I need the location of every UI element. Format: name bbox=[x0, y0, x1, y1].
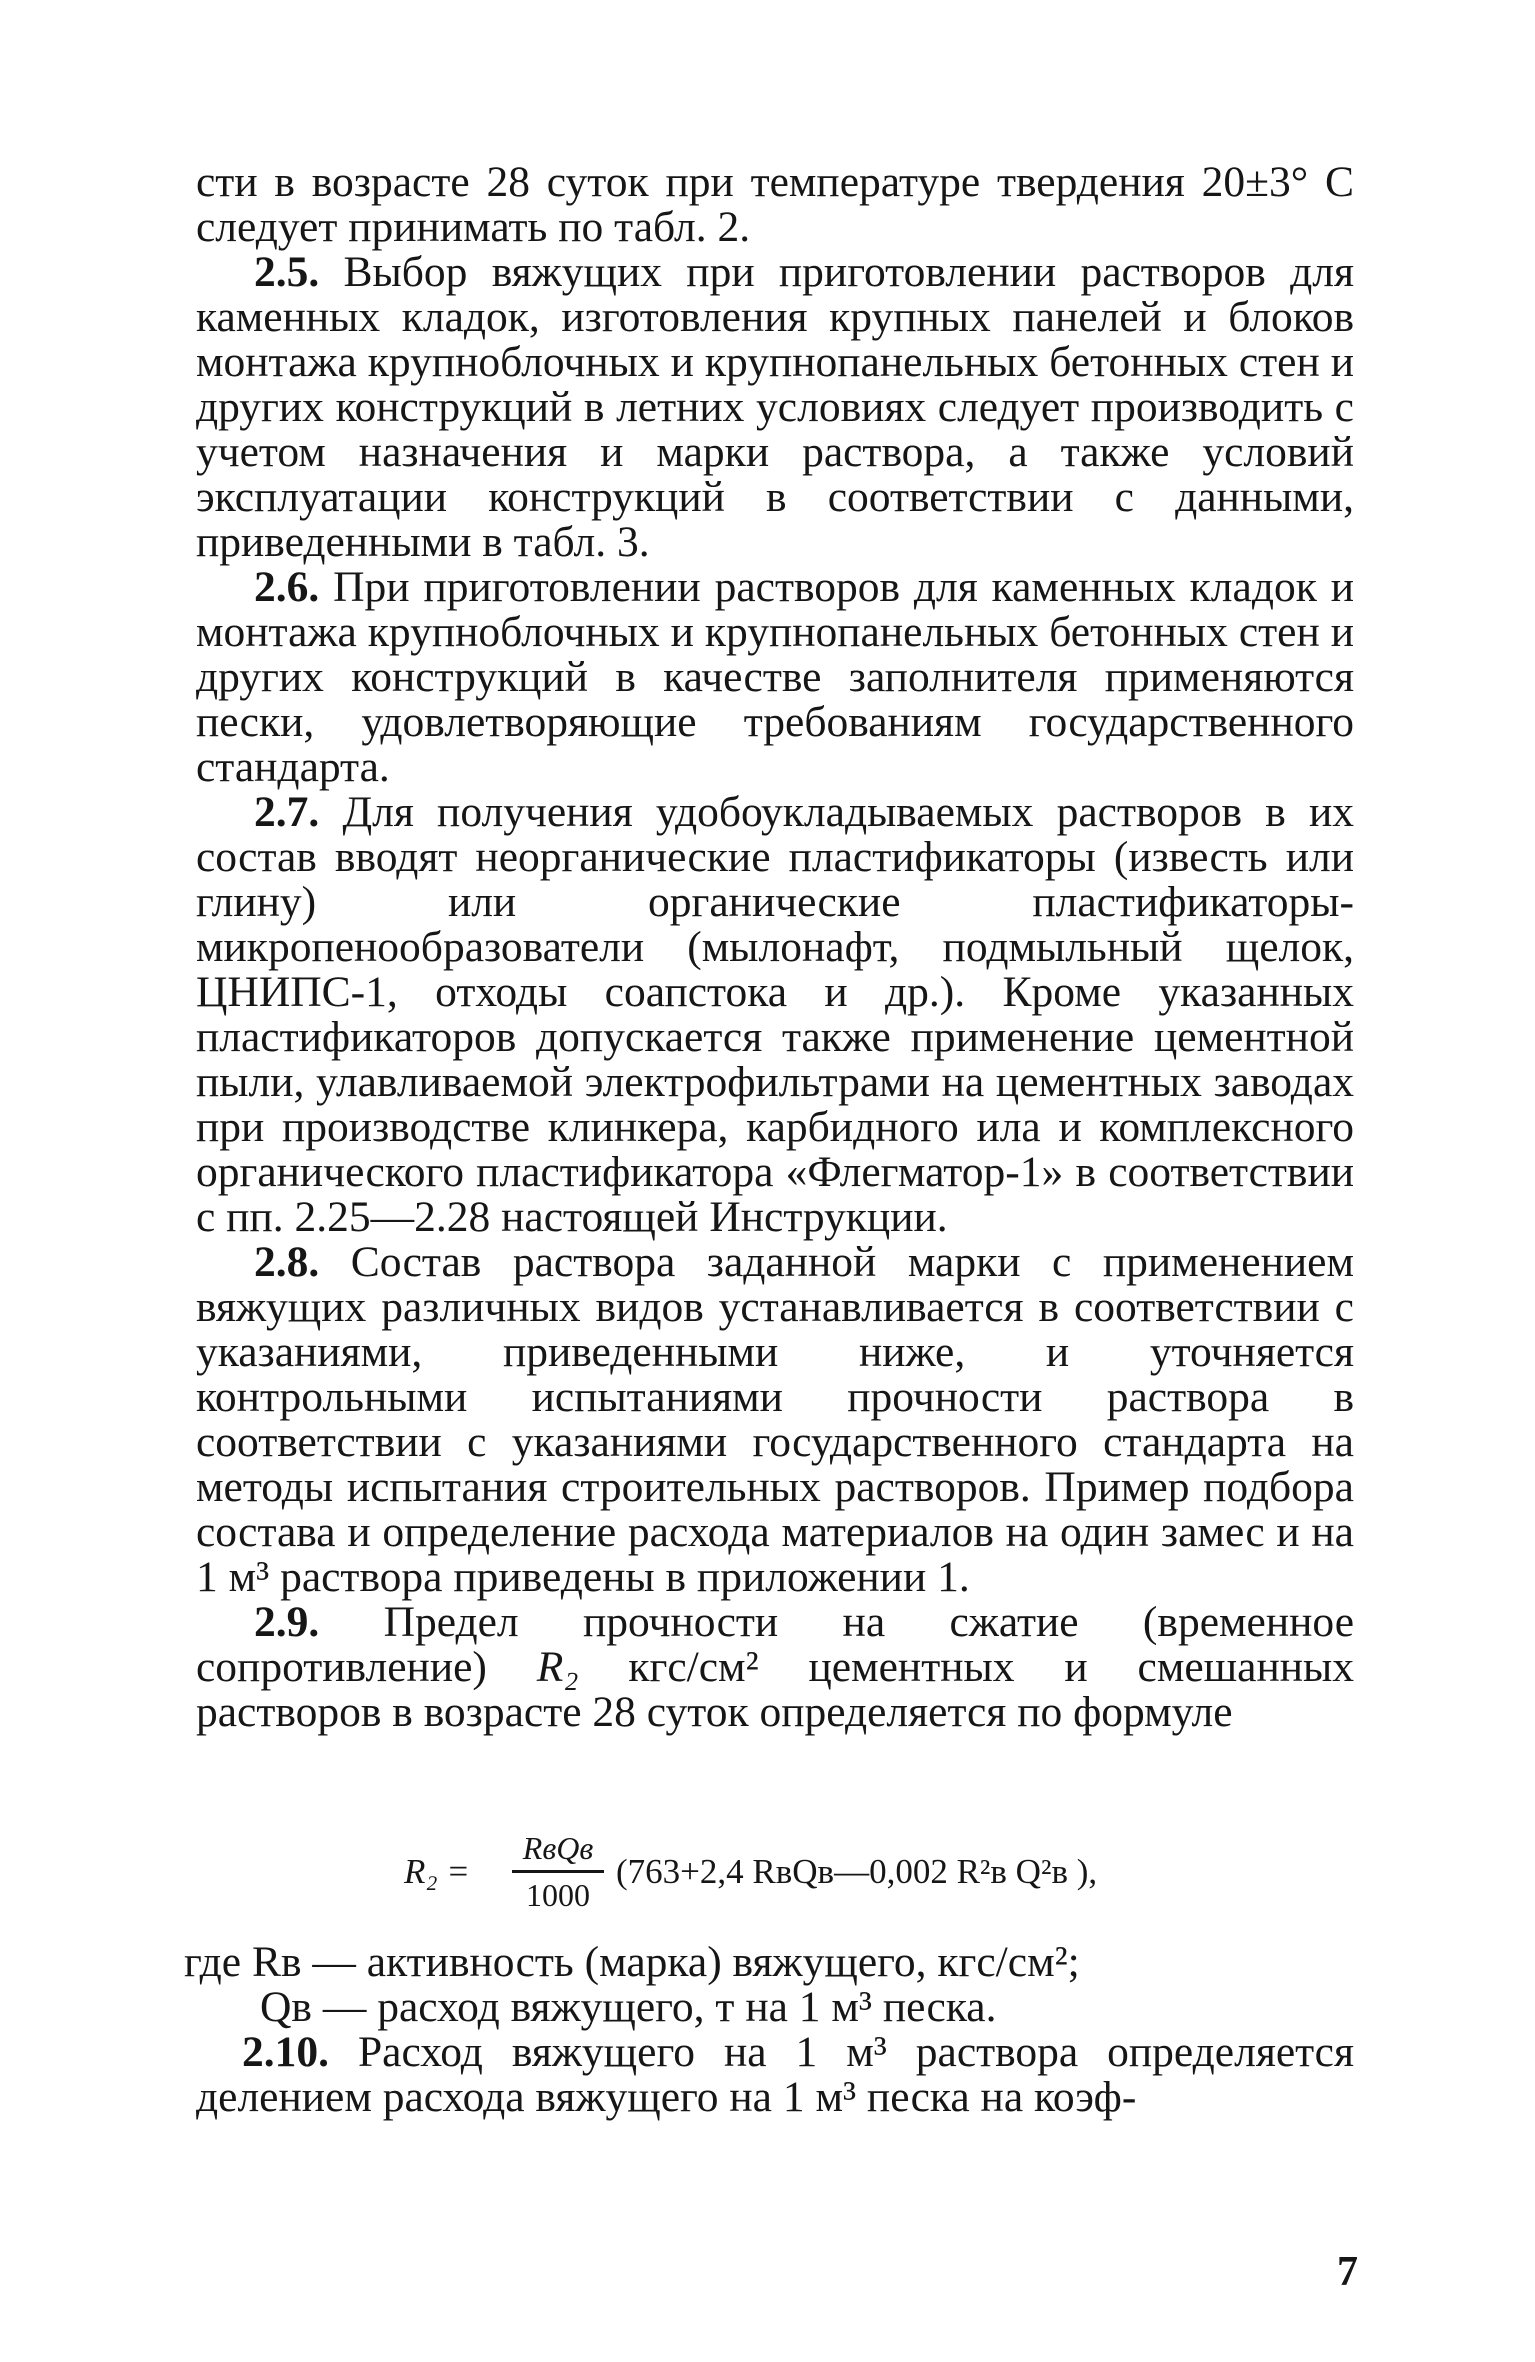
paragraph-2-7 bbox=[196, 790, 1354, 1240]
paragraph-2-5 bbox=[196, 250, 1354, 565]
paragraph-2-8 bbox=[196, 1240, 1354, 1600]
formula-definitions bbox=[184, 1940, 1354, 2030]
body-text-continued bbox=[196, 2030, 1354, 2120]
paragraph-text: Состав раствора заданной марки с применением вяжущих различных видов устанавливается в соответствии с указаниями, приведенными ниже, и уточняется контрольными испытаниями прочности раствора в соответствии с указаниями государственного стандарта на методы испытания строительных растворов. Пример подбора состава и определение расхода материалов на один замес и на 1 м³ раствора приведены в приложении 1. bbox=[196, 1238, 1354, 1601]
paragraph-2-6 bbox=[196, 565, 1354, 790]
paragraph-text: Предел прочности на сжатие (временное сопротивление) bbox=[196, 1598, 1354, 1691]
paragraph-number: 2.6. bbox=[254, 563, 320, 611]
body-text bbox=[196, 160, 1354, 1735]
paragraph-text: Для получения удобоукладываемых растворов в их состав вводят неорганические пластификаторы (известь или глину) или органические пластификаторы-микропенообразователи (мылонафт, подмыльный щелок, ЦНИПС-1, отходы соапстока и др.). Кроме указанных пластификаторов допускается также применение цементной пыли, улавливаемой электрофильтрами на цементных заводах при производстве клинкера, карбидного ила и комплексного органического пластификатора «Флегматор-1» в соответствии с пп. 2.25—2.28 настоящей Инструкции. bbox=[196, 788, 1354, 1241]
formula-lhs: R₂ = bbox=[404, 1852, 470, 1891]
paragraph-continuation bbox=[196, 160, 1354, 250]
paragraph-2-9 bbox=[196, 1600, 1354, 1735]
paragraph-number: 2.10. bbox=[242, 2028, 329, 2076]
strength-symbol: R₂ bbox=[536, 1643, 579, 1691]
strength-formula bbox=[404, 1828, 1304, 1920]
paragraph-number: 2.8. bbox=[254, 1238, 320, 1286]
paragraph-number: 2.9. bbox=[254, 1598, 320, 1646]
paragraph-text: сти в возрасте 28 суток при температуре твердения 20±3° С следует принимать по табл. 2. bbox=[196, 158, 1354, 251]
paragraph-text: Расход вяжущего на 1 м³ раствора определяется делением расхода вяжущего на 1 м³ песка на коэф- bbox=[196, 2028, 1354, 2121]
paragraph-text: Выбор вяжущих при приготовлении растворов для каменных кладок, изготовления крупных панелей и блоков монтажа крупноблочных и крупнопанельных бетонных стен и других конструкций в летних условиях следует производить с учетом назначения и марки раствора, а также условий эксплуатации конструкций в соответствии с данными, приведенными в табл. 3. bbox=[196, 248, 1354, 566]
definition-qv: Qв — расход вяжущего, т на 1 м³ песка. bbox=[260, 1983, 997, 2031]
fraction-bar bbox=[512, 1870, 604, 1873]
paragraph-number: 2.5. bbox=[254, 248, 320, 296]
page-number: 7 bbox=[1337, 2249, 1358, 2295]
paragraph-2-10 bbox=[196, 2030, 1354, 2120]
formula-fraction bbox=[512, 1828, 604, 1915]
formula-denominator: 1000 bbox=[526, 1877, 590, 1913]
formula-expression: (763+2,4 RвQв—0,002 R²в Q²в ), bbox=[616, 1852, 1098, 1891]
paragraph-text: При приготовлении растворов для каменных кладок и монтажа крупноблочных и крупнопанельных бетонных стен и других конструкций в качестве заполнителя применяются пески, удовлетворяющие требованиям государственного стандарта. bbox=[196, 563, 1354, 791]
formula-numerator: RвQв bbox=[522, 1830, 594, 1866]
definition-rv: где Rв — активность (марка) вяжущего, кгс/см²; bbox=[184, 1938, 1080, 1986]
paragraph-text: кгс/см² цементных и смешанных растворов в возрасте 28 суток определяется по формуле bbox=[196, 1643, 1354, 1736]
paragraph-number: 2.7. bbox=[254, 788, 320, 836]
